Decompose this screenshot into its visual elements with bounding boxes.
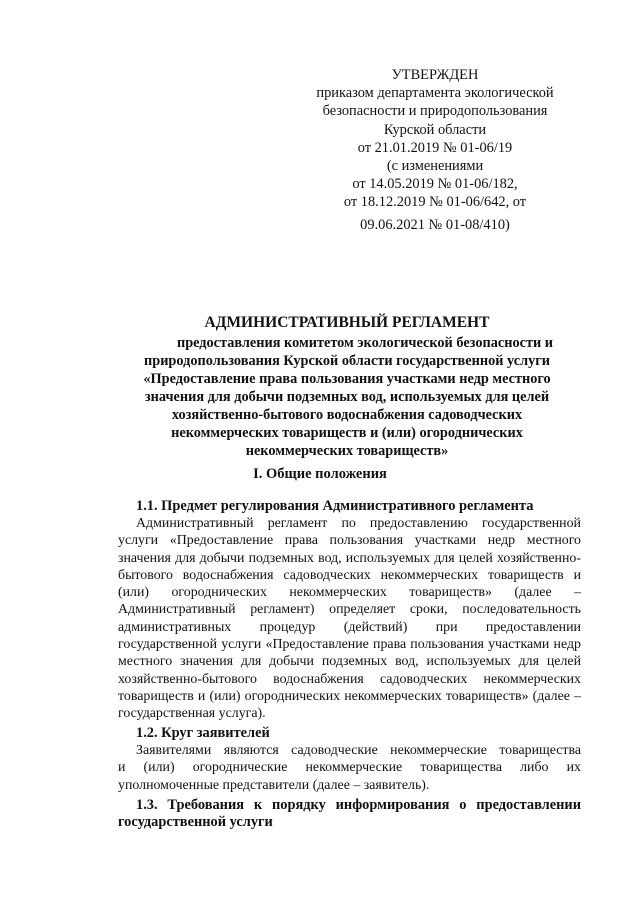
subsection-1-2 — [118, 724, 581, 794]
text-line: местного значения для добычи подземных вод, используемых для целей — [118, 654, 581, 670]
text-line: значения для добычи подземных вод, используемых для целей хозяйственно- — [118, 550, 581, 566]
title-line: природопользования Курской области государственной услуги — [144, 353, 550, 369]
section-heading: I. Общие положения — [253, 466, 387, 482]
approval-line: приказом департамента экологической — [316, 85, 554, 102]
subsection-1-3 — [118, 797, 581, 832]
text-line: государственной услуги «Предоставление права пользования участками недр — [118, 637, 581, 653]
approval-stamp — [300, 66, 570, 234]
title-line: хозяйственно-бытового водоснабжения садоводческих — [171, 407, 523, 423]
text-line: услуги «Предоставление права пользования участками недр местного — [118, 533, 581, 549]
heading-line: государственной услуги — [118, 814, 273, 831]
approval-line: УТВЕРЖДЕН — [391, 67, 479, 83]
text-line: уполномоченные представители (далее – заявитель). — [118, 777, 430, 793]
text-line: товариществ и (или) огороднических некоммерческих товариществ» (далее – — [118, 688, 581, 704]
heading-line: 1.3. Требования к порядку информирования о предоставлении — [136, 797, 581, 813]
approval-line: безопасности и природопользования — [322, 103, 548, 120]
title-line: предоставления комитетом экологической безопасности и — [176, 335, 554, 351]
text-line: государственная услуга). — [118, 706, 266, 722]
text-line: Административный регламент) определяет сроки, последовательность — [118, 602, 581, 618]
subsection-heading: 1.2. Круг заявителей — [136, 725, 270, 741]
title-line: некоммерческих товариществ и (или) огороднических — [171, 425, 523, 441]
approval-line: от 21.01.2019 № 01-06/19 — [357, 139, 513, 156]
document-title — [112, 312, 582, 460]
paragraph — [118, 515, 581, 723]
text-line: и (или) огороднические некоммерческие товарищества либо их — [118, 760, 581, 776]
text-line: административных процедур (действий) при предоставлении — [118, 619, 581, 635]
text-line: бытового водоснабжения садоводческих некоммерческих товариществ и — [118, 567, 581, 583]
text-line: Административный регламент по предоставлению государственной — [136, 516, 581, 531]
subsection-heading — [118, 797, 581, 832]
subsection-1-1 — [118, 497, 581, 723]
text-line: Заявителями являются садоводческие некоммерческие товарищества — [136, 743, 581, 758]
text-line: (или) огороднических некоммерческих товариществ» (далее – — [118, 585, 581, 601]
title-line: некоммерческих товариществ» — [245, 443, 449, 459]
title-main: АДМИНИСТРАТИВНЫЙ РЕГЛАМЕНТ — [204, 314, 490, 331]
title-line: «Предоставление права пользования участками недр местного — [143, 371, 551, 387]
paragraph — [118, 742, 581, 794]
approval-line: от 18.12.2019 № 01-06/642, от — [343, 194, 527, 211]
approval-line: от 14.05.2019 № 01-06/182, — [352, 176, 518, 193]
approval-line: (с изменениями — [386, 158, 484, 175]
title-line: значения для добычи подземных вод, используемых для целей — [144, 389, 550, 405]
text-line: хозяйственно-бытового водоснабжения садоводческих некоммерческих — [118, 671, 581, 687]
subsection-heading: 1.1. Предмет регулирования Административного регламента — [136, 498, 534, 514]
approval-line: Курской области — [383, 121, 487, 138]
approval-line: 09.06.2021 № 01-08/410) — [360, 216, 510, 233]
